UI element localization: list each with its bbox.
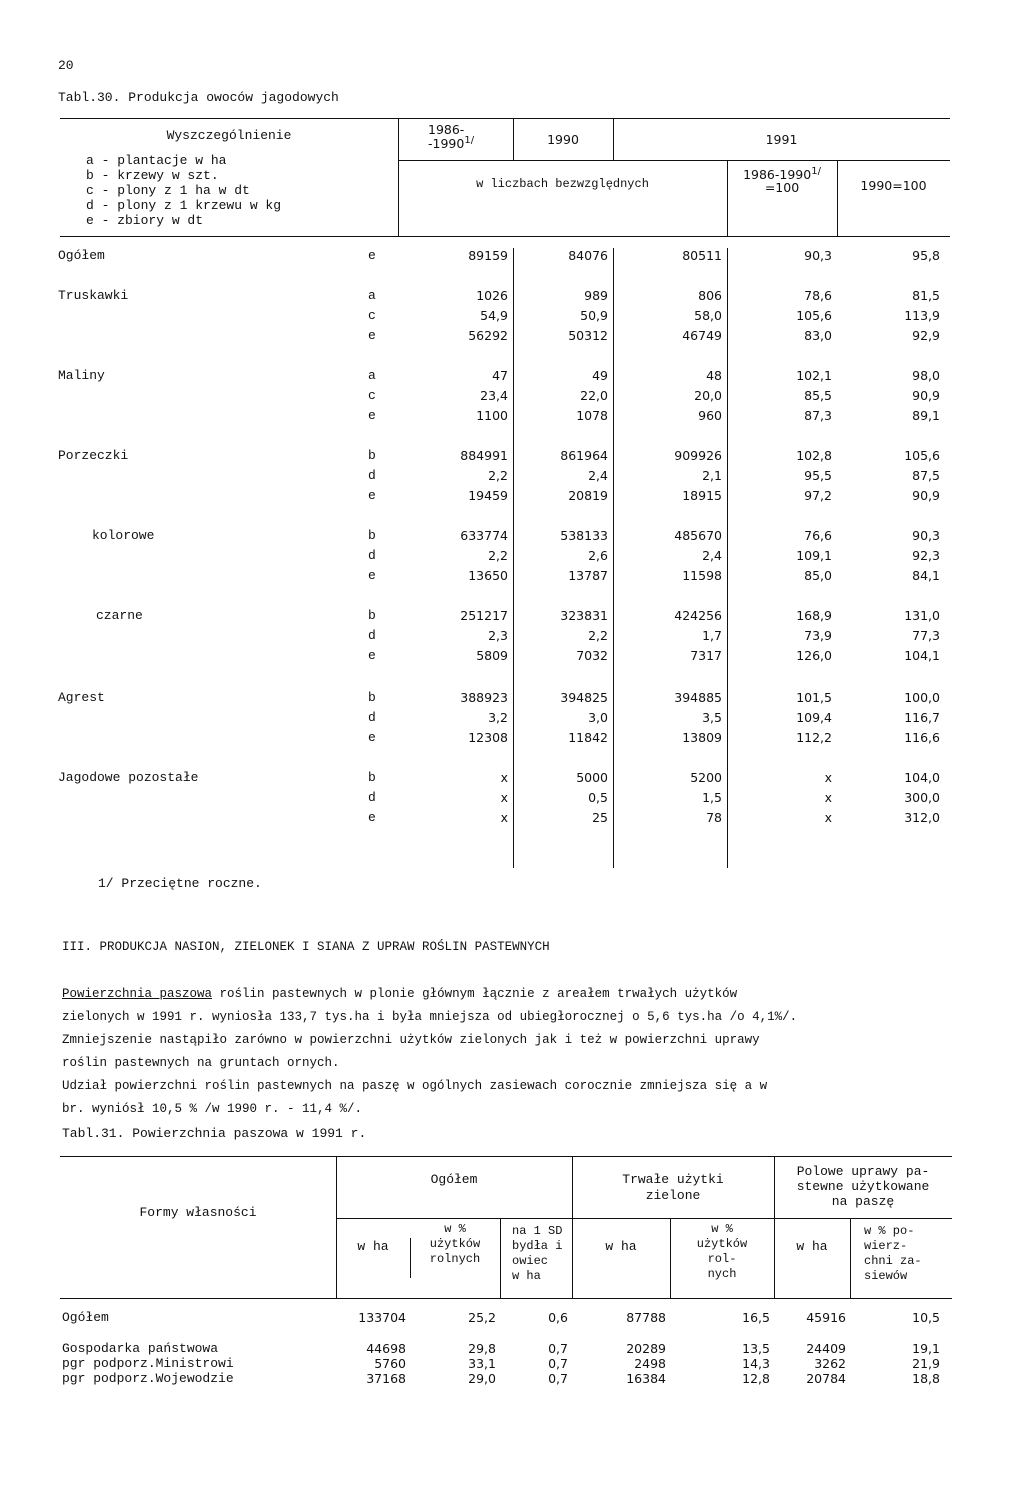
table-cell: 87788 [626,1310,666,1325]
table-cell: 989 [584,288,608,303]
row-code: d [368,468,376,483]
table-cell: 104,0 [904,770,940,785]
table31-header-rule [60,1298,952,1299]
col-header-1986-1990: 1986- $-1990^{1/}$ [428,122,475,152]
table-cell: 24409 [806,1341,846,1356]
table-cell: 14,3 [742,1356,770,1371]
header-ogolem: Ogółem [430,1172,478,1187]
table-cell: 25 [592,810,608,825]
table-cell: 11598 [682,568,722,583]
table-cell: 861964 [560,448,608,463]
row-code: a [368,368,376,383]
table-cell: 56292 [468,328,508,343]
table-cell: 0,7 [548,1341,568,1356]
table-cell: 22,0 [580,388,608,403]
table-cell: 77,3 [912,628,940,643]
table31-title: Tabl.31. Powierzchnia paszowa w 1991 r. [62,1126,367,1141]
row-code: e [368,488,376,503]
table-cell: 109,1 [796,548,832,563]
table-cell: 2,2 [488,468,508,483]
table-cell: x [500,790,508,805]
col-header-index-1986: $1986-1990^{1/}$ =100 [743,166,821,196]
table-cell: 884991 [460,448,508,463]
table-cell: 37168 [366,1371,406,1386]
table-cell: 3,0 [588,710,608,725]
table-cell: 84076 [568,248,608,263]
row-code: d [368,710,376,725]
table30-body-divider [613,248,614,868]
table-cell: 18915 [682,488,722,503]
table-cell: 76,6 [804,528,832,543]
table31-divider [500,1218,501,1298]
table-cell: 3262 [814,1356,846,1371]
table-cell: 89159 [468,248,508,263]
table-cell: 49 [592,368,608,383]
row-label: pgr podporz.Ministrowi [62,1356,234,1371]
section-heading: III. PRODUKCJA NASION, ZIELONEK I SIANA Z UPRAW ROŚLIN PASTEWNYCH [62,940,550,954]
table-cell: 1,7 [702,628,722,643]
table-cell: 87,3 [804,408,832,423]
paragraph-2-line-1: Zmniejszenie nastąpiło zarówno w powierzchni użytków zielonych jak i też w powierzchni uprawy [62,1033,760,1047]
row-code: e [368,248,376,263]
col-header-1990: 1990 [547,132,579,147]
row-label: Maliny [58,368,105,383]
table-cell: x [824,770,832,785]
table31-divider [850,1218,851,1298]
table-cell: 2,1 [702,468,722,483]
table-cell: 83,0 [804,328,832,343]
table-cell: x [500,810,508,825]
table-cell: 90,3 [912,528,940,543]
table-cell: 1100 [476,408,508,423]
row-code: e [368,408,376,423]
table-cell: 48 [706,368,722,383]
table-cell: 12,8 [742,1371,770,1386]
table-cell: 58,0 [694,308,722,323]
table-cell: 2,3 [488,628,508,643]
table-cell: 20289 [626,1341,666,1356]
table-cell: 85,5 [804,388,832,403]
table-cell: 90,9 [912,388,940,403]
legend-line: a - plantacje w ha [86,153,227,168]
table-cell: 102,8 [796,448,832,463]
table-cell: 2,4 [588,468,608,483]
table-cell: 18,8 [912,1371,940,1386]
row-code: e [368,810,376,825]
table-cell: 104,1 [904,648,940,663]
table-cell: 85,0 [804,568,832,583]
table-cell: 13650 [468,568,508,583]
table30-body-divider [727,248,728,868]
table-cell: 102,1 [796,368,832,383]
row-label: Gospodarka państwowa [62,1341,219,1356]
table-cell: 323831 [560,608,608,623]
table-cell: 10,5 [912,1310,940,1325]
table-cell: 394885 [674,690,722,705]
table-cell: 0,7 [548,1356,568,1371]
header-trwale: Trwałe użytki zielone [622,1172,724,1203]
table-cell: 21,9 [912,1356,940,1371]
row-label: pgr podporz.Wojewodzie [62,1371,234,1386]
table-cell: 2498 [634,1356,666,1371]
table-cell: 116,6 [904,730,940,745]
table-cell: 388923 [460,690,508,705]
table-cell: 29,8 [468,1341,496,1356]
table-cell: 300,0 [904,790,940,805]
row-label: Jagodowe pozostałe [58,770,199,785]
table-cell: x [500,770,508,785]
table-cell: 101,5 [796,690,832,705]
table30-body-divider [513,248,514,868]
row-code: e [368,648,376,663]
table-cell: 16,5 [742,1310,770,1325]
table-cell: 13,5 [742,1341,770,1356]
table-cell: 92,3 [912,548,940,563]
stub-heading: Wyszczególnienie [166,128,292,143]
table31-mid-rule [336,1218,952,1219]
table-cell: 81,5 [912,288,940,303]
header-pct-uzytkow: w % użytków rolnych [429,1222,481,1266]
table-cell: 485670 [674,528,722,543]
footnote: 1/ Przeciętne roczne. [98,876,262,891]
paragraph-2-line-2: roślin pastewnych na gruntach ornych. [62,1056,340,1070]
table-cell: 7317 [690,648,722,663]
table-cell: 960 [698,408,722,423]
table-cell: 5760 [374,1356,406,1371]
row-label: czarne [96,608,143,623]
row-label: Truskawki [58,288,129,303]
row-label: kolorowe [92,528,155,543]
table-cell: 20,0 [694,388,722,403]
paragraph-1-line-1: Powierzchnia paszowa roślin pastewnych w plonie głównym łącznie z areałem trwałych użytków [62,987,738,1001]
table-cell: 105,6 [904,448,940,463]
table-cell: 12308 [468,730,508,745]
table-cell: 92,9 [912,328,940,343]
col-header-index-1990: 1990=100 [860,178,927,193]
row-label: Ogółem [58,248,105,263]
table31-top-rule [60,1156,952,1157]
table-cell: 633774 [460,528,508,543]
table-cell: 116,7 [904,710,940,725]
table-cell: 19459 [468,488,508,503]
table-cell: 109,4 [796,710,832,725]
table30-header-rule [60,236,950,237]
table30-divider [837,160,838,236]
legend-line: d - plony z 1 krzewu w kg [86,198,282,213]
table-cell: 20819 [568,488,608,503]
table-cell: x [824,810,832,825]
table-cell: 0,6 [548,1310,568,1325]
table-cell: 1026 [476,288,508,303]
row-code: c [368,308,376,323]
paragraph-1-line-2: zielonych w 1991 r. wyniosła 133,7 tys.ha i była mniejsza od ubiegłorocznej o 5,6 tys.ha /o 4,1%/. [62,1010,798,1024]
table-cell: 2,2 [588,628,608,643]
row-label: Porzeczki [58,448,129,463]
table-cell: 7032 [576,648,608,663]
table-cell: 23,4 [480,388,508,403]
header-na-1-sd: na 1 SD bydła i owiec w ha [512,1224,563,1283]
table-cell: x [824,790,832,805]
table30-mid-rule [398,160,950,161]
row-code: b [368,690,376,705]
table-cell: 19,1 [912,1341,940,1356]
table-cell: 78,6 [804,288,832,303]
row-code: e [368,328,376,343]
table-cell: 87,5 [912,468,940,483]
table-cell: 13809 [682,730,722,745]
paragraph-3-line-2: br. wyniósł 10,5 % /w 1990 r. - 11,4 %/. [62,1102,363,1116]
table-cell: 424256 [674,608,722,623]
table-cell: 112,2 [796,730,832,745]
table-cell: 3,2 [488,710,508,725]
table-cell: 0,7 [548,1371,568,1386]
table-cell: 78 [706,810,722,825]
row-code: a [368,288,376,303]
table-cell: 54,9 [480,308,508,323]
table-cell: 33,1 [468,1356,496,1371]
table-cell: 13787 [568,568,608,583]
table-cell: 5809 [476,648,508,663]
table-cell: 394825 [560,690,608,705]
table-cell: 73,9 [804,628,832,643]
table-cell: 538133 [560,528,608,543]
table-cell: 113,9 [904,308,940,323]
legend-line: e - zbiory w dt [86,213,204,228]
table-cell: 2,4 [702,548,722,563]
table-cell: 312,0 [904,810,940,825]
table-cell: 168,9 [796,608,832,623]
table-cell: 16384 [626,1371,666,1386]
header-forms: Formy własności [139,1205,257,1220]
table-cell: 131,0 [904,608,940,623]
row-code: b [368,770,376,785]
row-label: Ogółem [62,1310,109,1325]
header-wha: w ha [357,1239,389,1254]
table-cell: 46749 [682,328,722,343]
table-cell: 50,9 [580,308,608,323]
table-cell: 133704 [358,1310,406,1325]
paragraph-3-line-1: Udział powierzchni roślin pastewnych na paszę w ogólnych zasiewach corocznie zmniejsza się a w [62,1079,768,1093]
table-cell: 80511 [682,248,722,263]
table-cell: 25,2 [468,1310,496,1325]
table-cell: 126,0 [796,648,832,663]
row-code: c [368,388,376,403]
table-cell: 84,1 [912,568,940,583]
header-wha-2: w ha [605,1239,637,1254]
table-cell: 0,5 [588,790,608,805]
table-cell: 97,2 [804,488,832,503]
row-code: d [368,628,376,643]
legend-line: c - plony z 1 ha w dt [86,183,250,198]
table-cell: 251217 [460,608,508,623]
table-cell: 909926 [674,448,722,463]
row-code: b [368,528,376,543]
table-cell: 2,2 [488,548,508,563]
row-code: d [368,548,376,563]
table-cell: 20784 [806,1371,846,1386]
underlined-term: Powierzchnia paszowa [62,987,213,1001]
table-cell: 95,5 [804,468,832,483]
row-label: Agrest [58,690,105,705]
legend-line: b - krzewy w szt. [86,168,219,183]
table-cell: 98,0 [912,368,940,383]
row-code: e [368,568,376,583]
table-cell: 1,5 [702,790,722,805]
table-cell: 2,6 [588,548,608,563]
table-cell: 45916 [806,1310,846,1325]
row-code: d [368,790,376,805]
row-code: b [368,608,376,623]
table-cell: 5200 [690,770,722,785]
header-pct-zasiewow: w % po- wierz- chni za- siewów [864,1224,922,1283]
page-number: 20 [58,58,74,73]
table-cell: 29,0 [468,1371,496,1386]
table-cell: 90,9 [912,488,940,503]
table-cell: 5000 [576,770,608,785]
table-cell: 100,0 [904,690,940,705]
table-cell: 806 [698,288,722,303]
row-code: b [368,448,376,463]
table-cell: 95,8 [912,248,940,263]
table-cell: 90,3 [804,248,832,263]
table-cell: 89,1 [912,408,940,423]
col-header-1991: 1991 [765,132,798,147]
table-cell: 47 [492,368,508,383]
table-cell: 50312 [568,328,608,343]
col-header-absolute: w liczbach bezwzględnych [476,177,649,191]
row-code: e [368,730,376,745]
table-cell: 1078 [576,408,608,423]
header-polowe: Polowe uprawy pa- stewne użytkowane na paszę [796,1164,930,1209]
table30-title: Tabl.30. Produkcja owoców jagodowych [58,90,339,105]
table-cell: 105,6 [796,308,832,323]
table30-top-rule [60,118,950,119]
table-cell: 3,5 [702,710,722,725]
header-wha-3: w ha [796,1239,828,1254]
table-cell: 44698 [366,1341,406,1356]
table-cell: 11842 [568,730,608,745]
header-pct-rol: w % użytków rol- nych [696,1222,748,1281]
